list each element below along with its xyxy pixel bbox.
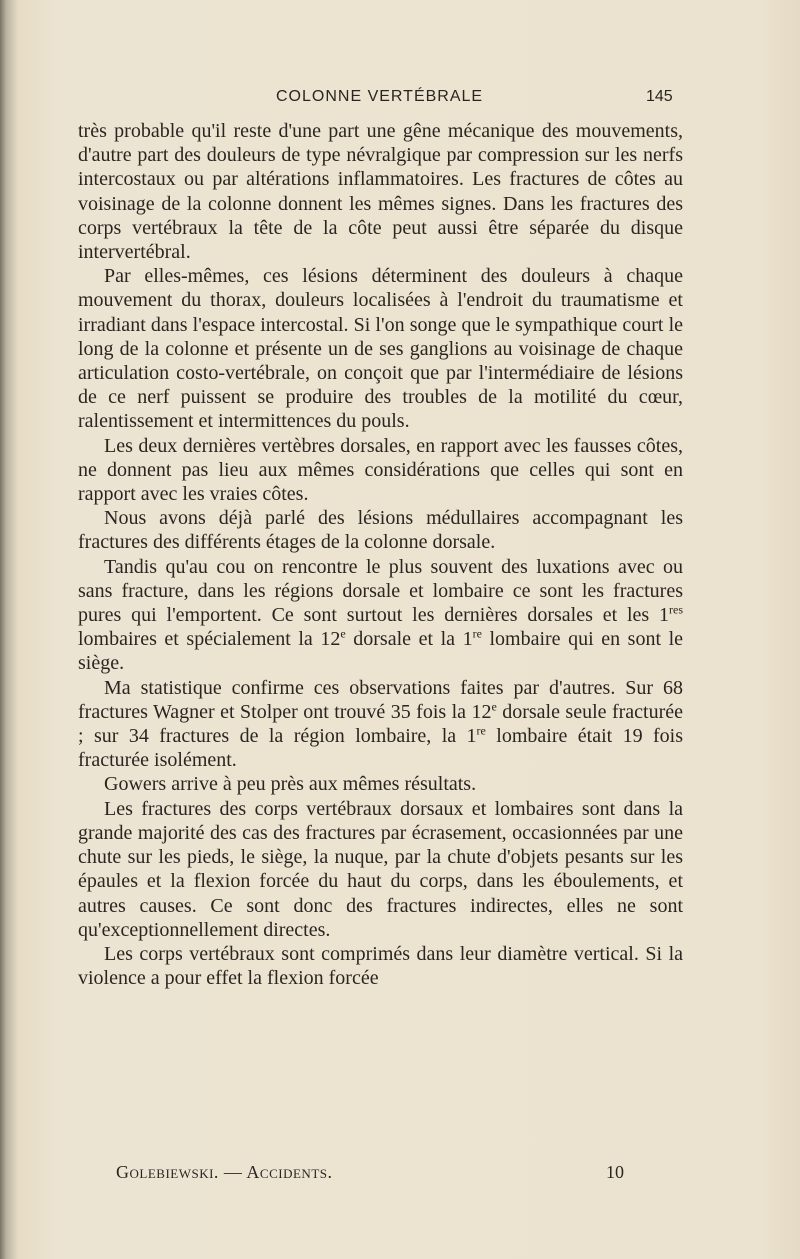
body-text [78,119,683,990]
paragraph: Gowers arrive à peu près aux mêmes résultats. [104,773,477,796]
paragraph-text: lombaires et spécialement la 12 [78,628,341,651]
paragraph-text: Tandis qu'au cou on rencontre le plus souvent des luxations avec ou sans fracture, dans les régions dorsale et lombaire ce sont les fractures pures qui l'emportent. Ce sont surtout les dernières dorsales et les 1 [78,555,683,627]
paragraph-text: dorsale seule fracturée ; sur 34 fractures de la région lombaire, la 1 [78,700,683,748]
paragraph: Les fractures des corps vertébraux dorsaux et lombaires sont dans la grande majorité des cas des fractures par écrasement, occasionnées par une chute sur les pieds, le siège, la nuque, par la chute d'objets pesants sur les épaules et la flexion forcée du haut du corps, dans les éboulements, et autres causes. Ce sont donc des fractures indirectes, elles ne sont qu'exceptionnellement directes. [78,797,683,941]
superscript: res [669,602,683,617]
paragraph: Nous avons déjà parlé des lésions médullaires accompagnant les fractures des différents étages de la colonne dorsale. [78,507,683,554]
paragraph: Les deux dernières vertèbres dorsales, en rapport avec les fausses côtes, ne donnent pas lieu aux mêmes considérations que celles qui sont en rapport avec les vraies côtes. [78,434,683,506]
footer-author: Golebiewski. — Accidents. [116,1162,333,1182]
page-footer [0,1162,800,1186]
paragraph-text: lombaire qui en sont le siège. [78,628,683,675]
superscript: e [491,699,497,714]
running-head: COLONNE VERTÉBRALE [276,88,484,105]
paragraph-text: lombaire était 19 fois fracturée isolément. [78,725,683,772]
superscript: re [476,723,486,738]
page-number: 145 [646,88,673,105]
superscript: re [472,626,482,641]
paragraph [78,555,683,676]
superscript: e [340,626,346,641]
paragraph [78,676,683,773]
paragraph: Par elles-mêmes, ces lésions déterminent des douleurs à chaque mouvement du thorax, douleurs localisées à l'endroit du traumatisme et irradiant dans l'espace intercostal. Si l'on songe que le sympathique court le long de la colonne et présente un de ses ganglions au voisinage de chaque articulation costo-vertébrale, on conçoit que par l'intermédiaire de lésions de ce nerf puissent se produire des troubles de la motilité du cœur, ralentissement et intermittences du pouls. [78,265,683,433]
paragraph-text: dorsale et la 1 [345,628,473,651]
paragraph: très probable qu'il reste d'une part une gêne mécanique des mouvements, d'autre part des douleurs de type névralgique par compression sur les nerfs intercostaux ou par altérations inflammatoires. Les fractures de côtes au voisinage de la colonne donnent les mêmes signes. Dans les fractures des corps vertébraux la tête de la côte peut aussi être séparée du disque intervertébral. [78,120,683,264]
paragraph: Les corps vertébraux sont comprimés dans leur diamètre vertical. Si la violence a pour effet la flexion forcée [78,942,683,990]
page-header [0,88,800,110]
signature-mark: 10 [606,1162,624,1182]
paragraph-text: Ma statistique confirme ces observations faites par d'autres. Sur 68 fractures Wagner et Stolper ont trouvé 35 fois la 12 [78,676,683,723]
